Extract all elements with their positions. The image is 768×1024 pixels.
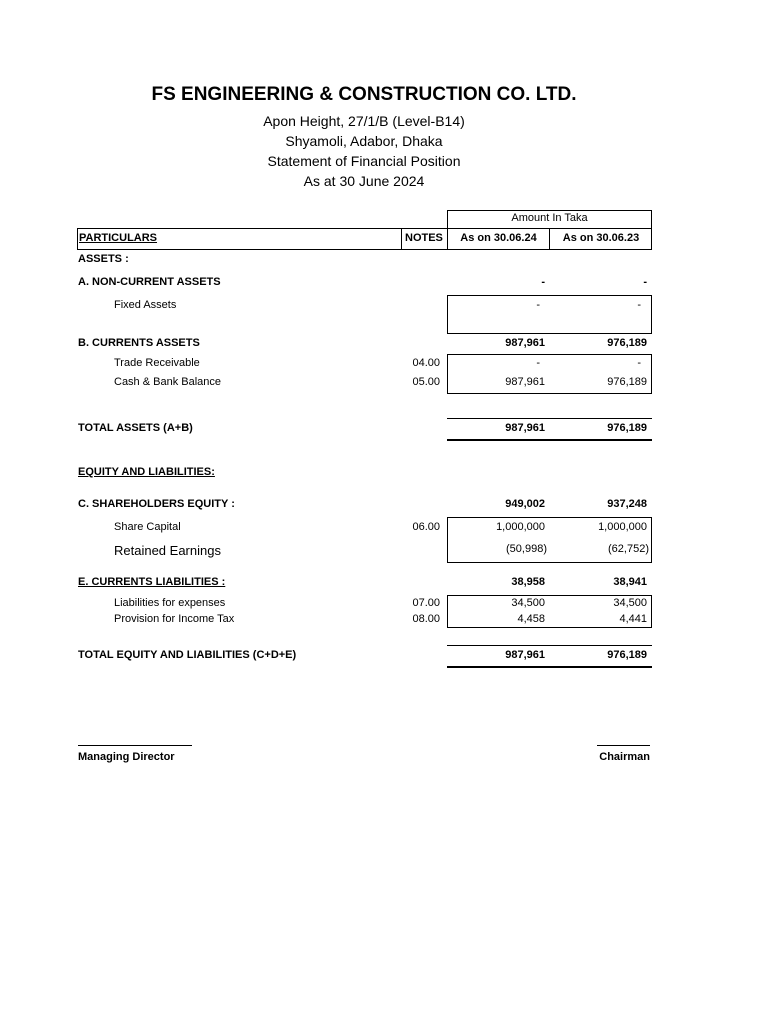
amount-in-taka-label: Amount In Taka [511,212,588,224]
managing-director-signature-line [78,745,192,746]
shareholders-equity-label: C. SHAREHOLDERS EQUITY : [78,498,235,510]
cash-bank-note: 05.00 [412,376,440,388]
assets-heading: ASSETS : [78,253,129,265]
company-name: FS ENGINEERING & CONSTRUCTION CO. LTD. [151,84,577,105]
current-liabilities-2024: 38,958 [511,576,545,588]
total-equity-bottom-rule [447,666,652,668]
current-liabilities-2023: 38,941 [613,576,647,588]
statement-title: Statement of Financial Position [267,153,461,169]
liabilities-expenses-2024: 34,500 [511,597,545,609]
provision-tax-2023: 4,441 [619,613,647,625]
current-liabilities-label: E. CURRENTS LIABILITIES : [78,576,226,588]
address-line-2: Shyamoli, Adabor, Dhaka [285,133,443,149]
as-at-date: As at 30 June 2024 [303,173,425,189]
trade-receivable-2023: - [637,357,641,369]
total-equity-liabilities-label: TOTAL EQUITY AND LIABILITIES (C+D+E) [78,649,297,661]
provision-tax-note: 08.00 [412,613,440,625]
equity-liabilities-heading: EQUITY AND LIABILITIES: [78,466,215,478]
liabilities-expenses-label: Liabilities for expenses [114,597,226,609]
non-current-assets-label: A. NON-CURRENT ASSETS [78,276,221,288]
fixed-assets-2024: - [536,299,540,311]
current-assets-label: B. CURRENTS ASSETS [78,337,200,349]
current-assets-2023: 976,189 [607,337,647,349]
cash-bank-label: Cash & Bank Balance [114,376,222,388]
total-assets-bottom-rule [447,439,652,441]
share-capital-note: 06.00 [412,521,440,533]
retained-earnings-label: Retained Earnings [114,543,221,558]
total-assets-2023: 976,189 [607,422,647,434]
fixed-assets-2023: - [637,299,641,311]
chairman-label: Chairman [599,751,650,763]
cash-bank-2024: 987,961 [505,376,545,388]
share-capital-2024: 1,000,000 [496,521,545,533]
divider [401,228,402,250]
provision-tax-2024: 4,458 [517,613,545,625]
chairman-signature-line [597,745,650,746]
address-line-1: Apon Height, 27/1/B (Level-B14) [263,113,465,129]
col-2023-header: As on 30.06.23 [562,232,640,244]
trade-receivable-note: 04.00 [412,357,440,369]
total-equity-liabilities-2023: 976,189 [607,649,647,661]
retained-earnings-2023: (62,752) [608,543,649,555]
notes-header: NOTES [405,232,443,244]
retained-earnings-2024: (50,998) [506,543,547,555]
shareholders-equity-2024: 949,002 [505,498,545,510]
share-capital-2023: 1,000,000 [598,521,647,533]
fixed-assets-label: Fixed Assets [114,299,177,311]
liabilities-expenses-note: 07.00 [412,597,440,609]
managing-director-label: Managing Director [78,751,175,763]
current-assets-2024: 987,961 [505,337,545,349]
total-equity-top-rule [447,645,652,646]
total-assets-label: TOTAL ASSETS (A+B) [78,422,193,434]
total-equity-liabilities-2024: 987,961 [505,649,545,661]
total-assets-2024: 987,961 [505,422,545,434]
provision-tax-label: Provision for Income Tax [114,613,235,625]
cash-bank-2023: 976,189 [607,376,647,388]
non-current-assets-2024: - [541,276,545,288]
non-current-assets-2023: - [643,276,647,288]
total-assets-top-rule [447,418,652,419]
liabilities-expenses-2023: 34,500 [613,597,647,609]
trade-receivable-label: Trade Receivable [114,357,200,369]
col-2024-header: As on 30.06.24 [460,232,537,244]
particulars-header: PARTICULARS [79,232,158,244]
share-capital-label: Share Capital [114,521,181,533]
trade-receivable-2024: - [536,357,540,369]
shareholders-equity-2023: 937,248 [607,498,647,510]
